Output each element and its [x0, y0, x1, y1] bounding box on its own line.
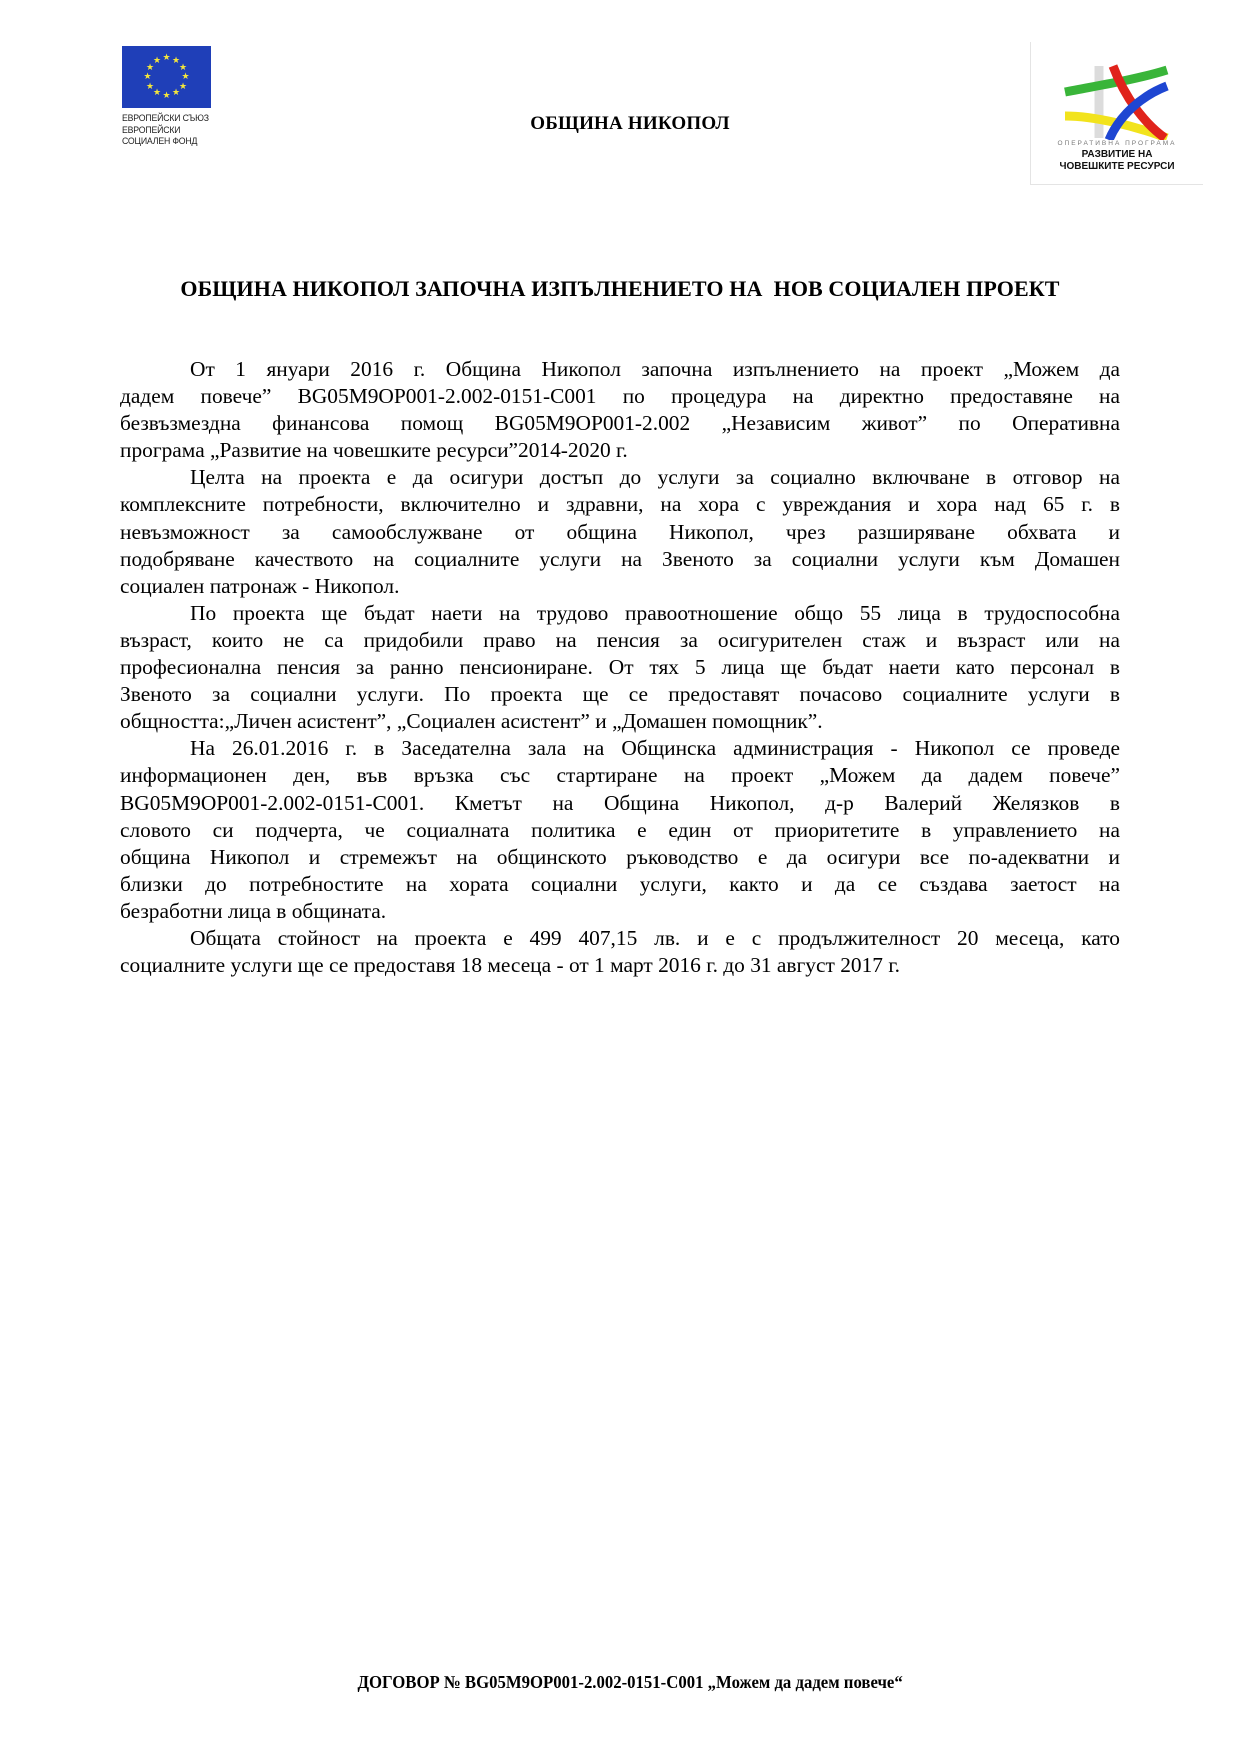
text-line: община Никопол и стремежът на общинското ръководство е да осигури все по-адекватни и [120, 844, 1120, 869]
organization-name: ОБЩИНА НИКОПОЛ [530, 113, 730, 134]
eu-logo-line: СОЦИАЛЕН ФОНД [122, 136, 198, 147]
eu-logo-line: ЕВРОПЕЙСКИ [122, 124, 181, 136]
eu-star-icon: ★ [178, 81, 188, 92]
op-logo-subtitle: ОПЕРАТИВНА ПРОГРАМА [1057, 140, 1177, 147]
paragraph [120, 600, 1120, 735]
text-line: дадем повече” BG05M9OP001-2.002-0151-C001 по процедура на директно предоставяне на [120, 384, 1120, 409]
text-line: подобряване качеството на социалните услуги на Звеното за социални услуги към Домашен [120, 546, 1120, 571]
paragraph [120, 925, 1120, 979]
text-line: програма „Развитие на човешките ресурси”2014-2020 г. [120, 438, 628, 463]
op-logo-title-line: РАЗВИТИЕ НА [1081, 149, 1153, 160]
text-line: социалните услуги ще се предоставя 18 месеца - от 1 март 2016 г. до 31 август 2017 г. [120, 953, 901, 978]
text-line: BG05M9OP001-2.002-0151-C001. Кметът на Община Никопол, д-р Валерий Желязков в [120, 790, 1120, 815]
eu-flag-icon [122, 46, 211, 108]
eu-star-icon: ★ [153, 88, 162, 99]
document-title: ОБЩИНА НИКОПОЛ ЗАПОЧНА ИЗПЪЛНЕНИЕТО НА НОВ СОЦИАЛЕН ПРОЕКТ [180, 276, 1060, 301]
eu-star-icon: ★ [181, 72, 190, 82]
contract-footer [0, 1672, 1240, 1693]
text-line: Общата стойност на проекта е 499 407,15 лв. и е с продължителност 20 месеца, като [190, 925, 1120, 950]
text-line: професионална пенсия за ранно пенсиониране. От тях 5 лица ще бъдат наети като персонал в [120, 655, 1120, 680]
eu-star-icon: ★ [146, 81, 155, 92]
eu-star-icon: ★ [146, 62, 155, 73]
op-logo-title [1037, 149, 1197, 173]
eu-star-icon: ★ [143, 72, 152, 82]
text-line: общността:„Личен асистент”, „Социален асистент” и „Домашен помощник”. [120, 709, 823, 734]
text-line: възраст, които не са придобили право на пенсия за осигурителен стаж и възраст или на [120, 627, 1120, 652]
text-line: безработни лица в общината. [120, 898, 387, 923]
text-line: информационен ден, във връзка със стартиране на проект „Можем да дадем повече” [120, 763, 1120, 788]
text-line: Целта на проекта е да осигури достъп до услуги за социално включване в отговор на [190, 465, 1120, 490]
eu-star-icon: ★ [153, 55, 162, 66]
contract-footer-text: ДОГОВОР № BG05M9OP001-2.002-0151-C001 „Можем да дадем повече“ [357, 1672, 903, 1692]
text-line: От 1 януари 2016 г. Община Никопол започна изпълнението на проект „Можем да [190, 357, 1120, 381]
eu-star-icon: ★ [162, 91, 171, 101]
paragraph [120, 356, 1120, 464]
eu-star-icon: ★ [172, 55, 181, 66]
text-line: близки до потребностите на хората социални услуги, както и да се създава заетост на [120, 871, 1120, 896]
eu-star-icon: ★ [172, 88, 181, 99]
op-emblem-icon [1055, 50, 1175, 140]
eu-star-icon: ★ [162, 53, 171, 63]
text-line: По проекта ще бъдат наети на трудово правоотношение общо 55 лица в трудоспособна [190, 600, 1120, 625]
paragraph [120, 464, 1120, 599]
text-line: невъзможност за самообслужване от община Никопол, чрез разширяване обхвата и [120, 519, 1120, 544]
text-line: словото си подчерта, че социалната политика е един от приоритетите в управлението на [120, 817, 1120, 842]
document-body [120, 356, 1120, 979]
eu-logo-line: ЕВРОПЕЙСКИ СЪЮЗ [122, 113, 209, 124]
text-line: Звеното за социални услуги. По проекта ще се предоставят почасово социалните услуги в [120, 682, 1120, 707]
paragraph [120, 735, 1120, 925]
op-logo-title-line: ЧОВЕШКИТЕ РЕСУРСИ [1059, 161, 1175, 172]
eu-star-icon: ★ [178, 62, 188, 73]
op-hrd-logo [1030, 42, 1203, 185]
text-line: социален патронаж - Никопол. [120, 573, 400, 598]
text-line: На 26.01.2016 г. в Заседателна зала на Общинска администрация - Никопол се проведе [190, 736, 1120, 761]
text-line: безвъзмездна финансова помощ BG05M9OP001-2.002 „Независим живот” по Оперативна [120, 411, 1120, 436]
text-line: комплексните потребности, включително и здравни, на хора с увреждания и хора над 65 г. в [120, 492, 1120, 517]
